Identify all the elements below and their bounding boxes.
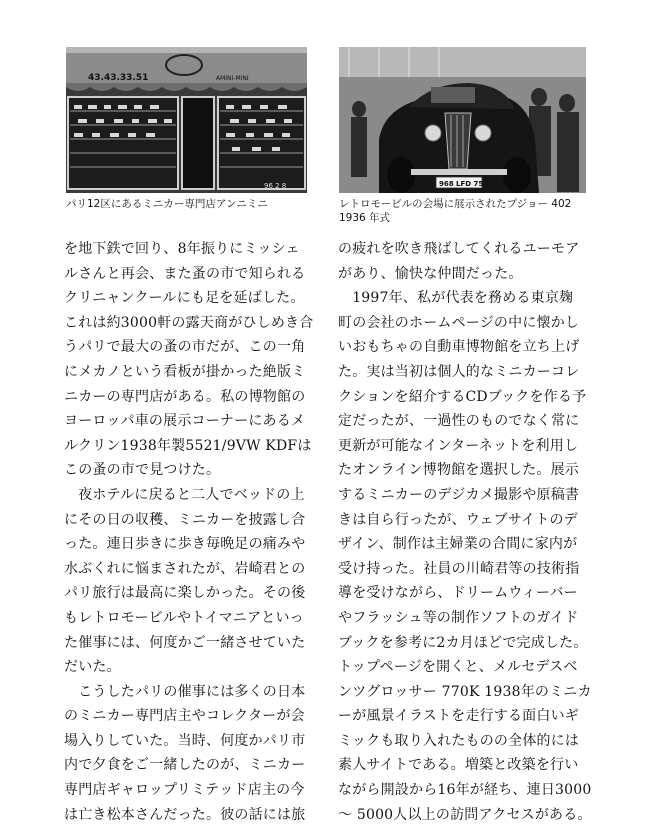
left-column-line: もレトロモービルやトイマニアといっ — [64, 609, 304, 626]
left-column-line: ニカーの専門店がある。私の博物館の — [64, 388, 306, 405]
left-column-line: うパリで最大の蚤の市だが、この一角 — [64, 339, 306, 356]
right-column-line: 町の会社のホームページの中に懐かし — [338, 314, 580, 331]
left-column-line: にメカノという看板が掛かった絶版ミ — [64, 363, 306, 380]
car-photo — [339, 47, 586, 193]
right-column-line: ンツグロッサー 770K 1938年のミニカ — [338, 683, 592, 700]
right-text-column — [338, 237, 592, 827]
left-column-line: ヨーロッパ車の展示コーナーにあるメ — [64, 413, 306, 430]
right-column-line: たオンライン博物館を選択した。展示 — [338, 462, 579, 479]
left-column-line: パリ旅行は最高に楽しかった。その後 — [64, 585, 306, 602]
right-column-line: た。実は当初は個人的なミニカーコレ — [338, 363, 580, 380]
car-license-plate: 968 LFD 75 — [439, 180, 484, 188]
right-column-line: 受け持った。社員の川崎君等の技術指 — [338, 560, 580, 577]
right-column-line: があり、愉快な仲間だった。 — [338, 265, 523, 282]
left-column-line: これは約3000軒の露天商がひしめき合 — [64, 314, 314, 331]
left-column-line: 専門店ギャロップリミテッド店主の今 — [64, 782, 305, 799]
shop-photo-illustration — [66, 47, 307, 193]
right-column-line: クションを紹介するCDブックを作る予 — [338, 388, 587, 405]
right-column-line: 導を受けながら、ドリームウィーバー — [338, 585, 578, 602]
left-photo-caption: パリ12区にあるミニカー専門店アンニミニ — [66, 198, 268, 210]
left-column-line: クリニャンクールにも足を延ばした。 — [64, 290, 305, 307]
right-column-line: 更新が可能なインターネットを利用し — [338, 437, 579, 454]
right-column-line: やフラッシュ等の制作ソフトのガイド — [338, 609, 579, 626]
car-photo-illustration — [339, 47, 586, 193]
right-column-line: するミニカーのデジカメ撮影や原稿書 — [338, 486, 580, 503]
right-column-line: の疲れを吹き飛ばしてくれるユーモア — [338, 241, 580, 257]
left-column-line: た催事には、何度かご一緒させていた — [64, 634, 306, 651]
right-column-line: 定だったが、一過性のものでなく常に — [338, 413, 580, 430]
left-column-line: にその日の収穫、ミニカーを披露し合 — [64, 511, 306, 528]
right-column-line: いおもちゃの自動車博物館を立ち上げ — [338, 339, 580, 356]
right-column-line: ～ 5000人以上の訪問アクセスがある。 — [338, 806, 592, 823]
right-column-line: ミックも取り入れたものの全体的には — [338, 732, 580, 749]
right-column-line: ブックを参考に2カ月ほどで完成した。 — [338, 634, 588, 651]
shop-phone: 43.43.33.51 — [88, 73, 149, 83]
right-caption-line-2: 1936 年式 — [339, 212, 391, 224]
right-column-line: ながら開設から16年が経ち、連日3000 — [338, 782, 592, 799]
left-column-line: 夜ホテルに戻ると二人でベッドの上 — [64, 486, 305, 503]
right-column-line: ーが風景イラストを走行する面白いギ — [338, 708, 579, 725]
left-column-line: ルさんと再会、また蚤の市で知られる — [64, 265, 306, 282]
right-column-line: トップページを開くと、メルセデスベ — [338, 659, 578, 676]
left-column-line: 場入りしていた。当時、何度かパリ市 — [64, 732, 306, 749]
left-column-line: を地下鉄で回り、8年振りにミッシェ — [64, 241, 300, 257]
right-column-line: きは自ら行ったが、ウェブサイトのデ — [338, 511, 578, 528]
right-column-line: 素人サイトである。増築と改築を行い — [338, 757, 579, 774]
shop-photo — [66, 47, 307, 193]
left-column-line: 水ぶくれに悩まされたが、岩崎君との — [64, 560, 306, 577]
right-photo-caption — [339, 197, 589, 225]
left-column-line: この蚤の市で見つけた。 — [64, 462, 221, 479]
left-column-line: だいた。 — [64, 659, 121, 676]
left-column-line: こうしたパリの催事には多くの日本 — [64, 683, 306, 700]
shop-address-number: 96 2 8 — [264, 182, 287, 190]
shop-sign: AMINI-MINI — [216, 75, 249, 82]
right-column-line: ザイン、制作は主婦業の合間に家内が — [338, 536, 578, 553]
right-column-line: 1997年、私が代表を務める東京麹 — [338, 290, 574, 307]
left-column-line: のミニカー専門店主やコレクターが会 — [64, 708, 305, 725]
left-column-line: 内で夕食をご一緒したのが、ミニカー — [64, 757, 306, 774]
left-column-line: った。連日歩きに歩き毎晩足の痛みや — [64, 536, 306, 553]
left-column-line: ルクリン1938年製5521/9VW KDFは — [64, 437, 312, 454]
left-text-column — [64, 237, 312, 827]
left-column-line: は亡き松本さんだった。彼の話には旅 — [64, 806, 306, 823]
right-caption-line-1: レトロモービルの会場に展示されたプジョー 402 — [339, 198, 572, 210]
